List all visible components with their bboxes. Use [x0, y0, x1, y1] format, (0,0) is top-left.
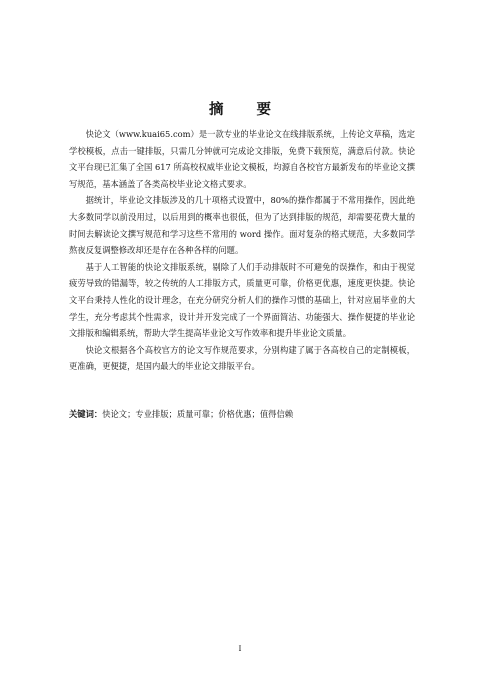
paragraph-templates: 快论文根据各个高校官方的论文写作规范要求，分别构建了属于各高校自己的定制模板，更准确，更便捷，是国内最大的毕业论文排版平台。 [69, 344, 415, 372]
abstract-body [69, 126, 415, 375]
paragraph-ai-system: 基于人工智能的快论文排版系统，剔除了人们手动排版时不可避免的误操作，和由于视觉疲劳导致的错漏等，较之传统的人工排版方式，质量更可靠，价格更优惠，速度更快捷。快论文平台秉持人性化的设计理念，在充分研究分析人们的操作习惯的基础上，针对应届毕业的大学生，充分考虑其个性需求，设计并开发完成了一个界面简洁、功能强大、操作便捷的毕业论文排版和编辑系统，帮助大学生提高毕业论文写作效率和提升毕业论文质量。 [69, 261, 415, 339]
page-number: I [238, 644, 242, 653]
keywords-line [69, 406, 415, 422]
paragraph-intro: 快论文（www.kuai65.com）是一款专业的毕业论文在线排版系统，上传论文草稿，选定学校模板，点击一键排版，只需几分钟就可完成论文排版，免费下载预览，满意后付款。快论文平台现已汇集了全国 617 所高校权威毕业论文模板，均源自各校官方最新发布的毕业论文撰写规范，基本涵盖了各类高校毕业论文格式要求。 [69, 129, 415, 189]
keywords-text: 快论文；专业排版；质量可靠；价格优惠；值得信赖 [102, 409, 294, 419]
keywords-label: 关键词： [69, 409, 103, 419]
paragraph-statistics: 据统计，毕业论文排版涉及的几十项格式设置中，80%的操作都属于不常用操作，因此绝大多数同学以前没用过，以后用到的概率也很低，但为了达到排版的规范，却需要花费大量的时间去解读论文撰写规范和学习这些不常用的 word 操作。面对复杂的格式规范，大多数同学熬夜反复调整修改却还是存在各种各样的问题。 [69, 195, 415, 256]
page-title: 摘 要 [208, 102, 286, 118]
